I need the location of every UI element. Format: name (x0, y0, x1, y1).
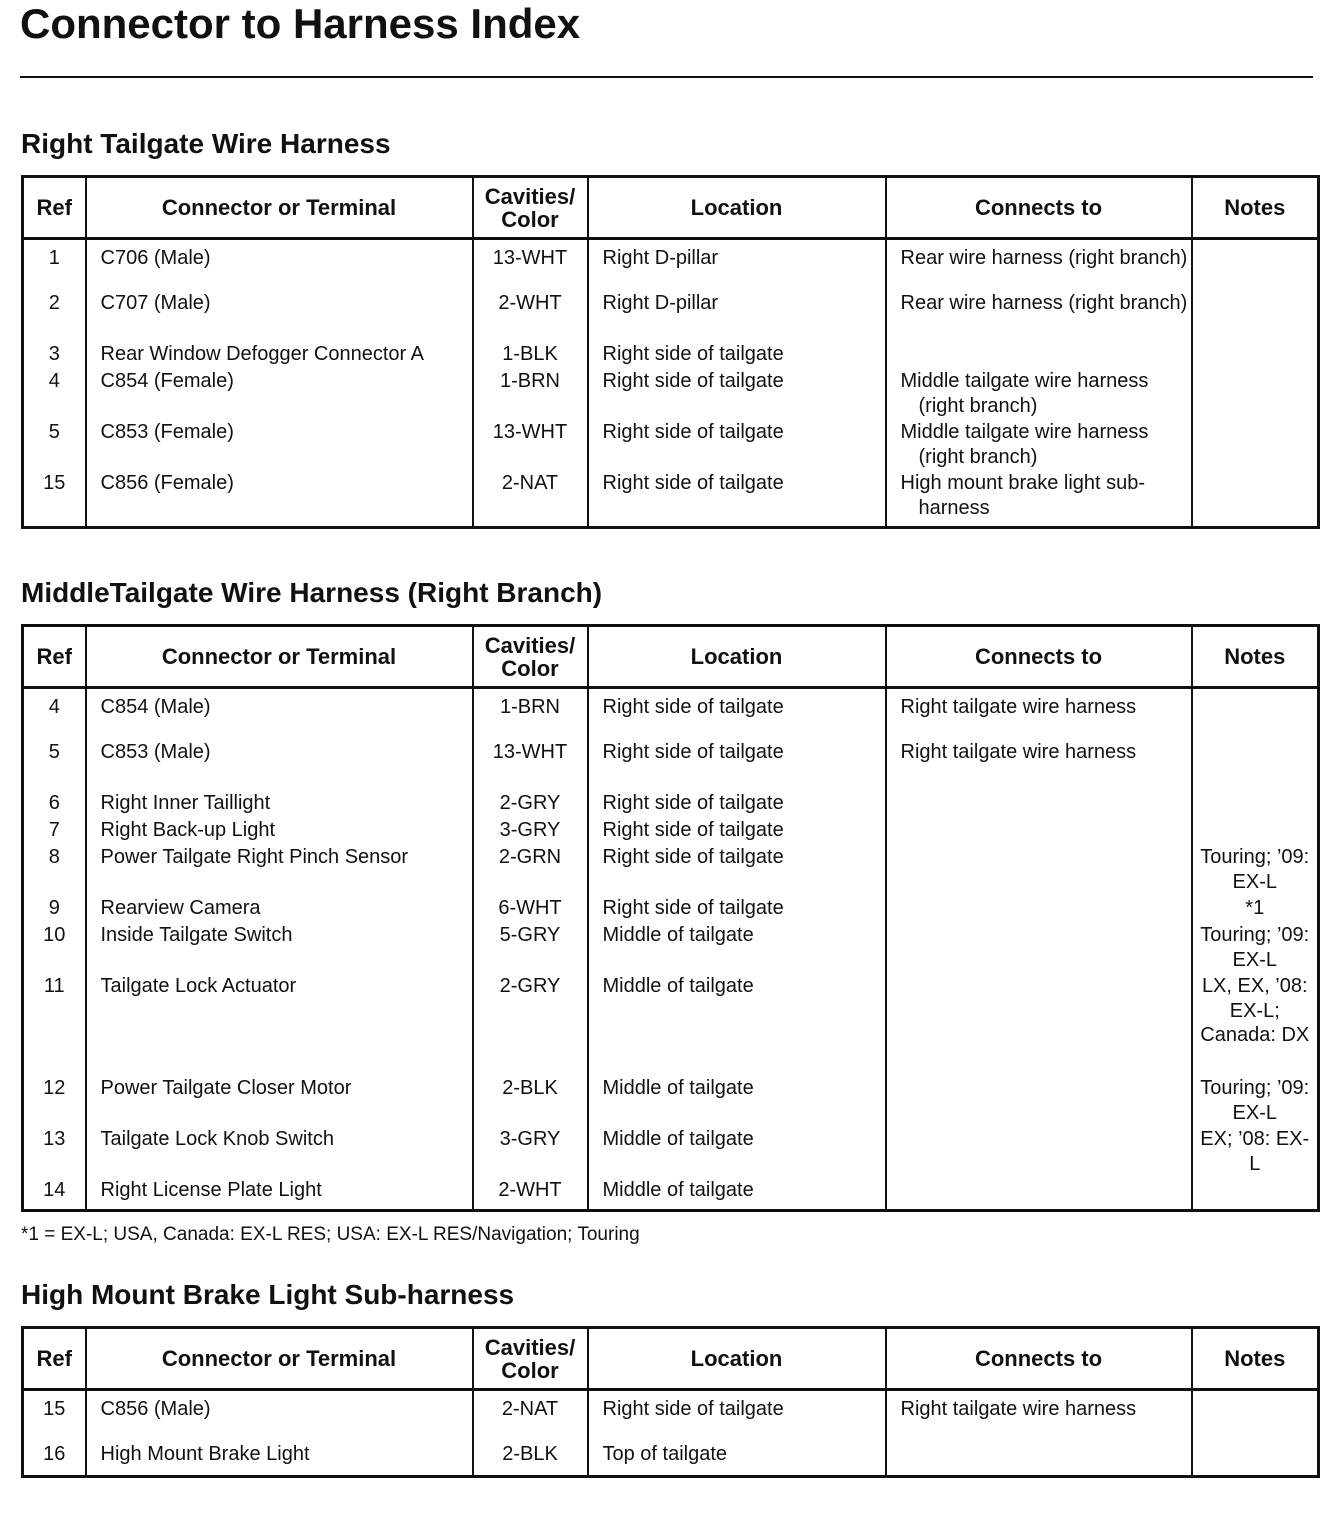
connector-cell: Right License Plate Light (86, 1178, 473, 1210)
table-row (23, 740, 1319, 791)
table-row (23, 818, 1319, 845)
table-row (23, 369, 1319, 420)
middle-tailgate-table (21, 624, 1320, 1212)
location-cell: Middle of tailgate (588, 923, 886, 974)
cavities-color-cell: 1-BLK (473, 342, 588, 369)
ref-cell: 2 (23, 291, 86, 342)
table-row (23, 239, 1319, 292)
ref-cell: 8 (23, 845, 86, 896)
notes-cell (1192, 471, 1319, 528)
cavities-color-cell: 13-WHT (473, 239, 588, 292)
connector-cell: C856 (Female) (86, 471, 473, 528)
ref-cell: 14 (23, 1178, 86, 1210)
connects-to-cell (886, 791, 1192, 818)
location-cell: Middle of tailgate (588, 974, 886, 1076)
ref-cell: 1 (23, 239, 86, 292)
location-cell: Right side of tailgate (588, 818, 886, 845)
ref-cell: 12 (23, 1076, 86, 1127)
cavities-color-cell: 13-WHT (473, 740, 588, 791)
location-cell: Middle of tailgate (588, 1178, 886, 1210)
right-tailgate-table (21, 175, 1320, 529)
ref-cell: 4 (23, 688, 86, 741)
connects-to-cell: Middle tailgate wire harness (right branch) (886, 420, 1192, 471)
cavities-color-cell: 6-WHT (473, 896, 588, 923)
cavities-color-cell: 2-GRY (473, 791, 588, 818)
notes-cell (1192, 1390, 1319, 1443)
notes-cell (1192, 1178, 1319, 1210)
location-cell: Right side of tailgate (588, 791, 886, 818)
connects-to-cell: High mount brake light sub-harness (886, 471, 1192, 528)
location-cell: Right side of tailgate (588, 369, 886, 420)
cavities-color-cell: 5-GRY (473, 923, 588, 974)
cavities-color-cell: 2-WHT (473, 291, 588, 342)
connects-to-cell: Rear wire harness (right branch) (886, 239, 1192, 292)
notes-cell (1192, 1442, 1319, 1477)
connects-to-cell (886, 342, 1192, 369)
location-cell: Middle of tailgate (588, 1127, 886, 1178)
page-title: Connector to Harness Index (20, 0, 581, 47)
header-ref: Ref (23, 1328, 86, 1390)
header-notes: Notes (1192, 1328, 1319, 1390)
connector-cell: C707 (Male) (86, 291, 473, 342)
location-cell: Top of tailgate (588, 1442, 886, 1477)
header-cavities: Cavities/ Color (473, 177, 588, 239)
table-row (23, 974, 1319, 1076)
table-row (23, 1442, 1319, 1477)
cavities-color-cell: 3-GRY (473, 1127, 588, 1178)
notes-cell (1192, 291, 1319, 342)
cavities-color-cell: 2-GRN (473, 845, 588, 896)
connector-cell: Rearview Camera (86, 896, 473, 923)
connector-cell: C854 (Female) (86, 369, 473, 420)
notes-cell (1192, 688, 1319, 741)
notes-cell (1192, 740, 1319, 791)
ref-cell: 9 (23, 896, 86, 923)
connector-cell: C853 (Female) (86, 420, 473, 471)
header-connector: Connector or Terminal (86, 177, 473, 239)
connects-to-cell (886, 1178, 1192, 1210)
section-title-middle-tailgate: MiddleTailgate Wire Harness (Right Branch) (21, 577, 603, 608)
cavities-color-cell: 13-WHT (473, 420, 588, 471)
header-cavities: Cavities/ Color (473, 1328, 588, 1390)
location-cell: Right side of tailgate (588, 1390, 886, 1443)
table-row (23, 1178, 1319, 1210)
header-location: Location (588, 1328, 886, 1390)
connects-to-cell (886, 818, 1192, 845)
ref-cell: 10 (23, 923, 86, 974)
notes-cell: EX; ’08: EX-L (1192, 1127, 1319, 1178)
header-connects-to: Connects to (886, 177, 1192, 239)
high-mount-table (21, 1326, 1320, 1478)
ref-cell: 5 (23, 740, 86, 791)
location-cell: Right D-pillar (588, 239, 886, 292)
ref-cell: 3 (23, 342, 86, 369)
header-connector: Connector or Terminal (86, 626, 473, 688)
connector-cell: C856 (Male) (86, 1390, 473, 1443)
ref-cell: 7 (23, 818, 86, 845)
connector-cell: C854 (Male) (86, 688, 473, 741)
cavities-color-cell: 2-BLK (473, 1076, 588, 1127)
connects-to-cell: Right tailgate wire harness (886, 688, 1192, 741)
header-ref: Ref (23, 626, 86, 688)
location-cell: Middle of tailgate (588, 1076, 886, 1127)
connects-to-cell (886, 1442, 1192, 1477)
connects-to-cell (886, 974, 1192, 1076)
connects-to-cell (886, 1076, 1192, 1127)
location-cell: Right side of tailgate (588, 420, 886, 471)
table-header-row (23, 626, 1319, 688)
notes-cell: *1 (1192, 896, 1319, 923)
ref-cell: 5 (23, 420, 86, 471)
connector-cell: Power Tailgate Closer Motor (86, 1076, 473, 1127)
connector-cell: C706 (Male) (86, 239, 473, 292)
connector-cell: Tailgate Lock Knob Switch (86, 1127, 473, 1178)
header-connector: Connector or Terminal (86, 1328, 473, 1390)
location-cell: Right side of tailgate (588, 471, 886, 528)
location-cell: Right D-pillar (588, 291, 886, 342)
connector-cell: Rear Window Defogger Connector A (86, 342, 473, 369)
ref-cell: 11 (23, 974, 86, 1076)
location-cell: Right side of tailgate (588, 896, 886, 923)
connects-to-cell (886, 923, 1192, 974)
notes-cell: LX, EX, ’08: EX-L; Canada: DX (1192, 974, 1319, 1076)
table-row (23, 845, 1319, 896)
cavities-color-cell: 1-BRN (473, 369, 588, 420)
cavities-color-cell: 2-WHT (473, 1178, 588, 1210)
cavities-color-cell: 2-NAT (473, 471, 588, 528)
section-title-high-mount: High Mount Brake Light Sub-harness (21, 1279, 515, 1310)
header-cavities: Cavities/ Color (473, 626, 588, 688)
notes-cell (1192, 369, 1319, 420)
header-notes: Notes (1192, 626, 1319, 688)
notes-cell (1192, 342, 1319, 369)
notes-cell (1192, 818, 1319, 845)
location-cell: Right side of tailgate (588, 845, 886, 896)
footnote: *1 = EX-L; USA, Canada: EX-L RES; USA: EX-L RES/Navigation; Touring (21, 1224, 640, 1245)
location-cell: Right side of tailgate (588, 342, 886, 369)
connects-to-cell: Rear wire harness (right branch) (886, 291, 1192, 342)
cavities-color-cell: 3-GRY (473, 818, 588, 845)
section-title-right-tailgate: Right Tailgate Wire Harness (21, 128, 391, 159)
table-row (23, 1127, 1319, 1178)
header-location: Location (588, 626, 886, 688)
header-location: Location (588, 177, 886, 239)
ref-cell: 15 (23, 471, 86, 528)
connector-cell: Tailgate Lock Actuator (86, 974, 473, 1076)
cavities-color-cell: 2-BLK (473, 1442, 588, 1477)
connector-cell: High Mount Brake Light (86, 1442, 473, 1477)
connects-to-cell: Right tailgate wire harness (886, 1390, 1192, 1443)
title-divider (20, 76, 1313, 78)
connector-cell: Power Tailgate Right Pinch Sensor (86, 845, 473, 896)
table-row (23, 1076, 1319, 1127)
connects-to-cell (886, 896, 1192, 923)
location-cell: Right side of tailgate (588, 688, 886, 741)
location-cell: Right side of tailgate (588, 740, 886, 791)
connects-to-cell (886, 1127, 1192, 1178)
ref-cell: 4 (23, 369, 86, 420)
cavities-color-cell: 2-GRY (473, 974, 588, 1076)
notes-cell: Touring; ’09: EX-L (1192, 845, 1319, 896)
header-connects-to: Connects to (886, 1328, 1192, 1390)
notes-cell: Touring; ’09: EX-L (1192, 1076, 1319, 1127)
connector-cell: Right Back-up Light (86, 818, 473, 845)
ref-cell: 13 (23, 1127, 86, 1178)
table-header-row (23, 1328, 1319, 1390)
cavities-color-cell: 1-BRN (473, 688, 588, 741)
cavities-color-cell: 2-NAT (473, 1390, 588, 1443)
connector-cell: Inside Tailgate Switch (86, 923, 473, 974)
table-row (23, 342, 1319, 369)
table-row (23, 291, 1319, 342)
connector-cell: C853 (Male) (86, 740, 473, 791)
table-header-row (23, 177, 1319, 239)
connects-to-cell (886, 845, 1192, 896)
table-row (23, 688, 1319, 741)
ref-cell: 16 (23, 1442, 86, 1477)
notes-cell: Touring; ’09: EX-L (1192, 923, 1319, 974)
table-row (23, 1390, 1319, 1443)
header-ref: Ref (23, 177, 86, 239)
table-row (23, 471, 1319, 528)
notes-cell (1192, 791, 1319, 818)
table-row (23, 923, 1319, 974)
header-connects-to: Connects to (886, 626, 1192, 688)
table-row (23, 896, 1319, 923)
header-notes: Notes (1192, 177, 1319, 239)
notes-cell (1192, 420, 1319, 471)
notes-cell (1192, 239, 1319, 292)
connector-cell: Right Inner Taillight (86, 791, 473, 818)
connects-to-cell: Right tailgate wire harness (886, 740, 1192, 791)
connects-to-cell: Middle tailgate wire harness (right branch) (886, 369, 1192, 420)
ref-cell: 6 (23, 791, 86, 818)
table-row (23, 420, 1319, 471)
ref-cell: 15 (23, 1390, 86, 1443)
table-row (23, 791, 1319, 818)
